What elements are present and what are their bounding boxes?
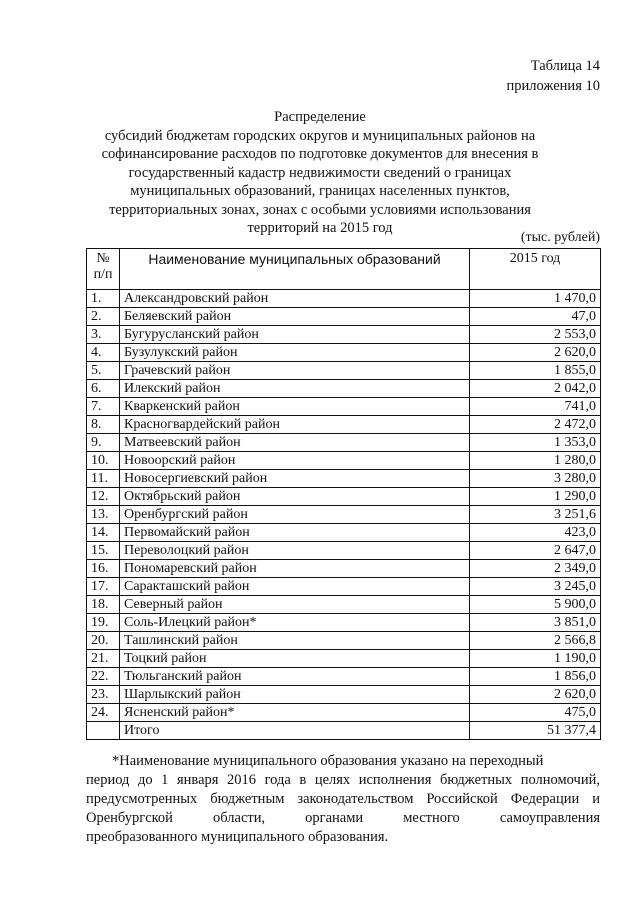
footnote-line-1: *Наименование муниципального образования указано на переходный (112, 753, 544, 769)
row-subsidy-value: 5 900,0 (470, 596, 601, 614)
row-subsidy-value: 3 280,0 (470, 470, 601, 488)
row-number: 6. (87, 380, 120, 398)
table-row (87, 290, 601, 308)
footnote-word: Оренбургской (86, 810, 173, 826)
footnote-word: органами (305, 810, 364, 826)
row-subsidy-value: 741,0 (470, 398, 601, 416)
column-header-value: 2015 год (470, 249, 601, 290)
row-number: 7. (87, 398, 120, 416)
document-title (80, 108, 560, 238)
row-district-name: Ташлинский район (120, 632, 470, 650)
total-value: 51 377,4 (470, 722, 601, 740)
row-number: 23. (87, 686, 120, 704)
row-number: 10. (87, 452, 120, 470)
title-line: софинансирование расходов по подготовке документов для внесения в (101, 146, 539, 162)
row-number: 13. (87, 506, 120, 524)
table-number-label: Таблица 14 (530, 58, 600, 74)
row-subsidy-value: 1 353,0 (470, 434, 601, 452)
row-district-name: Новоорский район (120, 452, 470, 470)
footnote-word: области, (213, 810, 266, 826)
row-subsidy-value: 2 647,0 (470, 542, 601, 560)
row-district-name: Пономаревский район (120, 560, 470, 578)
row-number: 24. (87, 704, 120, 722)
row-subsidy-value: 423,0 (470, 524, 601, 542)
title-line: муниципальных образований, границах населенных пунктов, (130, 183, 510, 199)
row-subsidy-value: 2 620,0 (470, 344, 601, 362)
row-subsidy-value: 1 290,0 (470, 488, 601, 506)
row-district-name: Бугурусланский район (120, 326, 470, 344)
table-row (87, 668, 601, 686)
row-district-name: Саракташский район (120, 578, 470, 596)
table-row (87, 632, 601, 650)
row-district-name: Грачевский район (120, 362, 470, 380)
row-subsidy-value: 475,0 (470, 704, 601, 722)
title-line: территориальных зонах, зонах с особыми условиями использования (109, 201, 531, 218)
footnote-line-2: период до 1 января 2016 года в целях исполнения бюджетных полномочий, (86, 772, 600, 788)
table-row (87, 686, 601, 704)
row-number: 1. (87, 290, 120, 308)
row-number: 4. (87, 344, 120, 362)
row-subsidy-value: 2 566,8 (470, 632, 601, 650)
row-district-name: Бузулукский район (120, 344, 470, 362)
row-district-name: Беляевский район (120, 308, 470, 326)
row-district-name: Кваркенский район (120, 398, 470, 416)
title-heading: Распределение (274, 109, 366, 125)
table-row (87, 452, 601, 470)
column-header-name: Наименование муниципальных образований (120, 249, 470, 290)
table-row (87, 578, 601, 596)
title-line: государственный кадастр недвижимости сведений о границах (128, 164, 512, 181)
row-number: 2. (87, 308, 120, 326)
table-row (87, 398, 601, 416)
table-row (87, 308, 601, 326)
column-header-number-line2: п/п (93, 267, 113, 282)
table-row (87, 434, 601, 452)
row-subsidy-value: 1 190,0 (470, 650, 601, 668)
total-label: Итого (120, 722, 470, 740)
row-subsidy-value: 2 042,0 (470, 380, 601, 398)
row-subsidy-value: 2 472,0 (470, 416, 601, 434)
row-number: 11. (87, 470, 120, 488)
table-header-label (507, 56, 600, 96)
row-district-name: Оренбургский район (120, 506, 470, 524)
row-district-name: Ясненский район* (120, 704, 470, 722)
table-row (87, 596, 601, 614)
footnote (86, 752, 600, 847)
row-district-name: Шарлыкский район (120, 686, 470, 704)
row-number: 9. (87, 434, 120, 452)
row-subsidy-value: 1 280,0 (470, 452, 601, 470)
column-header-number-line1: № (96, 251, 110, 266)
title-line: территорий на 2015 год (247, 220, 393, 236)
table-row (87, 416, 601, 434)
footnote-word: местного (403, 810, 460, 826)
table-row (87, 506, 601, 524)
table-row (87, 362, 601, 380)
row-number: 20. (87, 632, 120, 650)
row-subsidy-value: 1 856,0 (470, 668, 601, 686)
table-row (87, 704, 601, 722)
row-subsidy-value: 2 620,0 (470, 686, 601, 704)
footnote-line-5: преобразованного муниципального образования. (86, 829, 389, 845)
footnote-line-4 (86, 809, 600, 828)
row-subsidy-value: 2 553,0 (470, 326, 601, 344)
table-row (87, 524, 601, 542)
row-district-name: Новосергиевский район (120, 470, 470, 488)
row-district-name: Северный район (120, 596, 470, 614)
row-number: 17. (87, 578, 120, 596)
table-row (87, 614, 601, 632)
footnote-line-3: предусмотренных бюджетным законодательством Российской Федерации и (86, 791, 600, 807)
row-number: 21. (87, 650, 120, 668)
units-label: (тыс. рублей) (520, 230, 600, 245)
row-number: 18. (87, 596, 120, 614)
footnote-word: самоуправления (499, 810, 600, 826)
row-subsidy-value: 1 855,0 (470, 362, 601, 380)
row-number: 16. (87, 560, 120, 578)
row-number: 3. (87, 326, 120, 344)
row-number: 22. (87, 668, 120, 686)
row-district-name: Тюльганский район (120, 668, 470, 686)
table-row (87, 344, 601, 362)
row-subsidy-value: 3 245,0 (470, 578, 601, 596)
title-line: субсидий бюджетам городских округов и муниципальных районов на (104, 127, 536, 144)
row-district-name: Красногвардейский район (120, 416, 470, 434)
table-row (87, 326, 601, 344)
appendix-label: приложения 10 (506, 78, 600, 94)
row-district-name: Октябрьский район (120, 488, 470, 506)
row-number: 14. (87, 524, 120, 542)
row-district-name: Первомайский район (120, 524, 470, 542)
row-district-name: Тоцкий район (120, 650, 470, 668)
total-number-cell (87, 722, 120, 740)
row-number: 12. (87, 488, 120, 506)
table-body (87, 290, 601, 740)
row-subsidy-value: 1 470,0 (470, 290, 601, 308)
subsidy-table (86, 248, 601, 740)
row-district-name: Илекский район (120, 380, 470, 398)
row-subsidy-value: 47,0 (470, 308, 601, 326)
row-subsidy-value: 3 851,0 (470, 614, 601, 632)
column-header-number (87, 249, 120, 290)
row-district-name: Соль-Илецкий район* (120, 614, 470, 632)
row-number: 8. (87, 416, 120, 434)
row-number: 15. (87, 542, 120, 560)
row-district-name: Александровский район (120, 290, 470, 308)
row-district-name: Матвеевский район (120, 434, 470, 452)
table-row (87, 488, 601, 506)
table-row (87, 650, 601, 668)
table-row (87, 560, 601, 578)
row-subsidy-value: 2 349,0 (470, 560, 601, 578)
table-row (87, 380, 601, 398)
row-subsidy-value: 3 251,6 (470, 506, 601, 524)
row-district-name: Переволоцкий район (120, 542, 470, 560)
row-number: 5. (87, 362, 120, 380)
row-number: 19. (87, 614, 120, 632)
table-total-row (87, 722, 601, 740)
table-row (87, 470, 601, 488)
table-row (87, 542, 601, 560)
table-header-row (87, 249, 601, 290)
